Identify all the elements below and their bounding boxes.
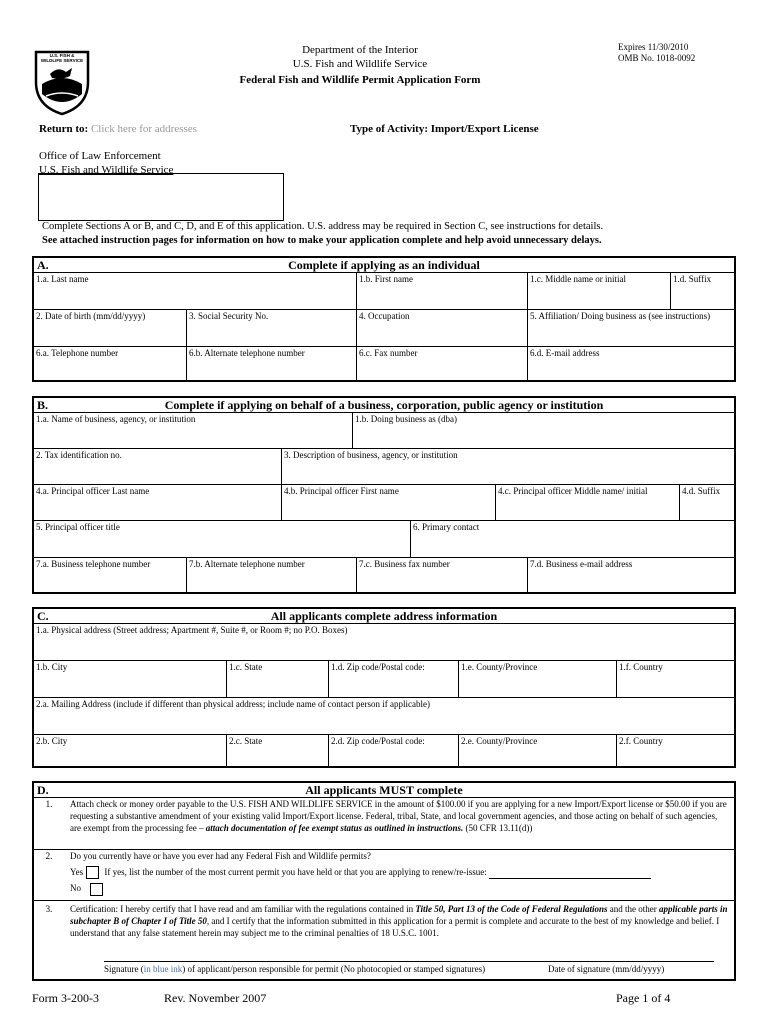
first-name-field[interactable]: 1.b. First name xyxy=(356,273,527,309)
mailing-address-field[interactable]: 2.a. Mailing Address (include if different than physical address; include name of contact person if applicable) xyxy=(36,699,430,709)
fee-text xyxy=(70,798,734,834)
officer-title-field[interactable]: 5. Principal officer title xyxy=(36,522,120,532)
item-number: 2. xyxy=(45,851,53,861)
yes-checkbox[interactable] xyxy=(86,866,99,879)
cert-text-c: and the other xyxy=(607,904,660,914)
signature-date-label: Date of signature (mm/dd/yyyy) xyxy=(548,964,665,974)
business-description-field[interactable]: 3. Description of business, agency, or institution xyxy=(281,449,734,484)
officer-suffix-field[interactable]: 4.d. Suffix xyxy=(679,485,734,520)
mailing-zip-code-field[interactable]: 2.d. Zip code/Postal code: xyxy=(328,735,458,768)
form-title: Federal Fish and Wildlife Permit Application Form xyxy=(239,74,481,86)
section-d xyxy=(32,781,736,981)
instructions xyxy=(42,220,603,248)
primary-contact-field[interactable]: 6. Primary contact xyxy=(410,521,734,557)
officer-last-name-field[interactable]: 4.a. Principal officer Last name xyxy=(36,486,150,496)
form-number: Form 3-200-3 xyxy=(32,991,99,1005)
fee-item xyxy=(34,798,734,850)
department-name: Department of the Interior xyxy=(302,44,418,56)
mailing-city-field[interactable]: 2.b. City xyxy=(36,736,68,746)
cert-text-subchapter: applicable parts in subchapter B of Chapter I of Title 50 xyxy=(70,904,728,926)
cert-text-a: Certification: I hereby certify that I have read and am familiar with the regulations contained in xyxy=(70,904,416,914)
email-field[interactable]: 6.d. E-mail address xyxy=(527,347,734,381)
section-b-row xyxy=(34,521,734,558)
officer-middle-name-field[interactable]: 4.c. Principal officer Middle name/ initial xyxy=(495,485,679,520)
return-address-box[interactable] xyxy=(38,173,284,221)
section-c-row xyxy=(34,698,734,735)
permit-question: Do you currently have or have you ever had any Federal Fish and Wildlife permits? xyxy=(70,851,371,861)
business-telephone-field[interactable]: 7.a. Business telephone number xyxy=(36,559,151,569)
mailing-state-field[interactable]: 2.c. State xyxy=(226,735,328,768)
no-checkbox[interactable] xyxy=(90,883,103,896)
permit-history-item xyxy=(34,850,734,901)
section-b-row xyxy=(34,485,734,521)
section-c-row xyxy=(34,661,734,698)
county-field[interactable]: 1.e. County/Province xyxy=(458,661,616,697)
addresses-link[interactable]: Click here for addresses xyxy=(90,123,197,135)
tax-id-field[interactable]: 2. Tax identification no. xyxy=(36,450,122,460)
section-c-letter: C. xyxy=(37,609,49,623)
expiration-info xyxy=(618,42,695,64)
item-number: 1. xyxy=(45,799,53,809)
section-d-items xyxy=(34,798,734,984)
section-b-title: Complete if applying on behalf of a business, corporation, public agency or institution xyxy=(164,398,604,412)
fee-text-emphasis: attach documentation of fee exempt status as outlined in instructions. xyxy=(205,823,464,833)
sig-label-a: Signature ( xyxy=(104,964,144,974)
signature-line[interactable] xyxy=(104,961,714,962)
business-fax-field[interactable]: 7.c. Business fax number xyxy=(356,558,527,593)
instructions-line1: Complete Sections A or B, and C, D, and E of this application. U.S. address may be required in Section C, see instructions for details. xyxy=(42,221,604,232)
omb-number: OMB No. 1018-0092 xyxy=(618,53,696,63)
alt-telephone-field[interactable]: 6.b. Alternate telephone number xyxy=(186,347,356,381)
instructions-line2: See attached instruction pages for information on how to make your application complete and help avoid unnecessary delays. xyxy=(42,235,602,246)
cert-text-cfr: Title 50, Part 13 of the Code of Federal Regulations xyxy=(415,904,608,914)
section-d-header xyxy=(34,783,734,798)
section-a-row xyxy=(34,310,734,347)
certification-text xyxy=(70,901,734,939)
section-a-letter: A. xyxy=(37,258,49,272)
permit-no-row xyxy=(70,882,734,895)
fee-text-a: Attach check or money order payable to the U.S. FISH AND WILDLIFE SERVICE in the amount of $100.00 if you are applying for a new Import/Export license or $50.00 if you are requesting a substantive amendment of your existing valid Import/Export license. Federal, tribal, State, and local government agencies, and those acting on behalf of such agencies, are exempt from the processing fee – xyxy=(70,799,727,833)
business-email-field[interactable]: 7.d. Business e-mail address xyxy=(527,558,734,593)
section-a-header xyxy=(34,258,734,273)
signature-label xyxy=(104,963,485,975)
physical-address-field[interactable]: 1.a. Physical address (Street address; Apartment #, Suite #, or Room #; no P.O. Boxes) xyxy=(36,625,348,635)
middle-name-field[interactable]: 1.c. Middle name or initial xyxy=(527,273,670,309)
telephone-field[interactable]: 6.a. Telephone number xyxy=(36,348,119,358)
dba-field[interactable]: 1.b. Doing business as (dba) xyxy=(352,413,734,448)
section-c-title: All applicants complete address information xyxy=(270,609,498,623)
city-field[interactable]: 1.b. City xyxy=(36,662,68,672)
ssn-field[interactable]: 3. Social Security No. xyxy=(186,310,356,346)
affiliation-field[interactable]: 5. Affiliation/ Doing business as (see instructions) xyxy=(527,310,734,346)
return-to-label: Return to: xyxy=(39,123,89,135)
mailing-county-field[interactable]: 2.e. County/Province xyxy=(458,735,616,768)
date-of-birth-field[interactable]: 2. Date of birth (mm/dd/yyyy) xyxy=(36,311,146,321)
fee-text-cfr: (50 CFR 13.11(d)) xyxy=(463,823,533,833)
occupation-field[interactable]: 4. Occupation xyxy=(356,310,527,346)
activity-type: Type of Activity: Import/Export License xyxy=(350,123,539,135)
fax-field[interactable]: 6.c. Fax number xyxy=(356,347,527,381)
service-name: U.S. Fish and Wildlife Service xyxy=(292,58,428,70)
section-d-letter: D. xyxy=(37,783,49,797)
section-b xyxy=(32,396,736,594)
revision-date: Rev. November 2007 xyxy=(164,991,267,1005)
section-a-title: Complete if applying as an individual xyxy=(288,258,480,272)
page-number: Page 1 of 4 xyxy=(616,991,671,1005)
officer-first-name-field[interactable]: 4.b. Principal officer First name xyxy=(281,485,495,520)
office-line2: U.S. Fish and Wildlife Service xyxy=(39,164,174,176)
section-c-row xyxy=(34,624,734,661)
return-to xyxy=(39,123,197,135)
section-a xyxy=(32,256,736,382)
section-c xyxy=(32,607,736,768)
section-a-row xyxy=(34,347,734,381)
business-name-field[interactable]: 1.a. Name of business, agency, or institution xyxy=(36,414,196,424)
logo-text: U.S. FISH & WILDLIFE SERVICE xyxy=(40,53,84,63)
expires-date: Expires 11/30/2010 xyxy=(618,42,689,52)
section-b-header xyxy=(34,398,734,413)
mailing-country-field[interactable]: 2.f. Country xyxy=(616,735,734,768)
office-line1: Office of Law Enforcement xyxy=(39,150,161,162)
section-b-row xyxy=(34,558,734,593)
item-number: 3. xyxy=(45,904,53,914)
section-b-letter: B. xyxy=(37,398,49,412)
no-label: No xyxy=(70,883,81,894)
permit-yes-row xyxy=(70,866,734,879)
section-c-header xyxy=(34,609,734,624)
last-name-field[interactable]: 1.a. Last name xyxy=(36,274,89,284)
yes-text: If yes, list the number of the most current permit you have held or that you are applying to renew/re-issue: xyxy=(104,867,487,877)
permit-number-input[interactable] xyxy=(489,868,651,879)
section-c-row xyxy=(34,735,734,768)
section-b-row xyxy=(34,413,734,449)
cert-text-e: , and I certify that the information submitted in this application for a permit is complete and accurate to the best of my knowledge and belief. I understand that any false statement herein may subject me to the criminal penalties of 18 U.S.C. 1001. xyxy=(70,916,720,938)
yes-label: Yes xyxy=(70,867,84,877)
business-alt-telephone-field[interactable]: 7.b. Alternate telephone number xyxy=(186,558,356,593)
country-field[interactable]: 1.f. Country xyxy=(616,661,734,697)
state-field[interactable]: 1.c. State xyxy=(226,661,328,697)
sig-label-b: ) of applicant/person responsible for permit (No photocopied or stamped signatures) xyxy=(182,964,486,974)
section-d-title: All applicants MUST complete xyxy=(305,783,463,797)
certification-item xyxy=(34,901,734,984)
zip-code-field[interactable]: 1.d. Zip code/Postal code: xyxy=(328,661,458,697)
suffix-field[interactable]: 1.d. Suffix xyxy=(670,273,734,309)
sig-label-blue-ink: in blue ink xyxy=(143,964,183,974)
section-a-row xyxy=(34,273,734,310)
section-b-row xyxy=(34,449,734,485)
